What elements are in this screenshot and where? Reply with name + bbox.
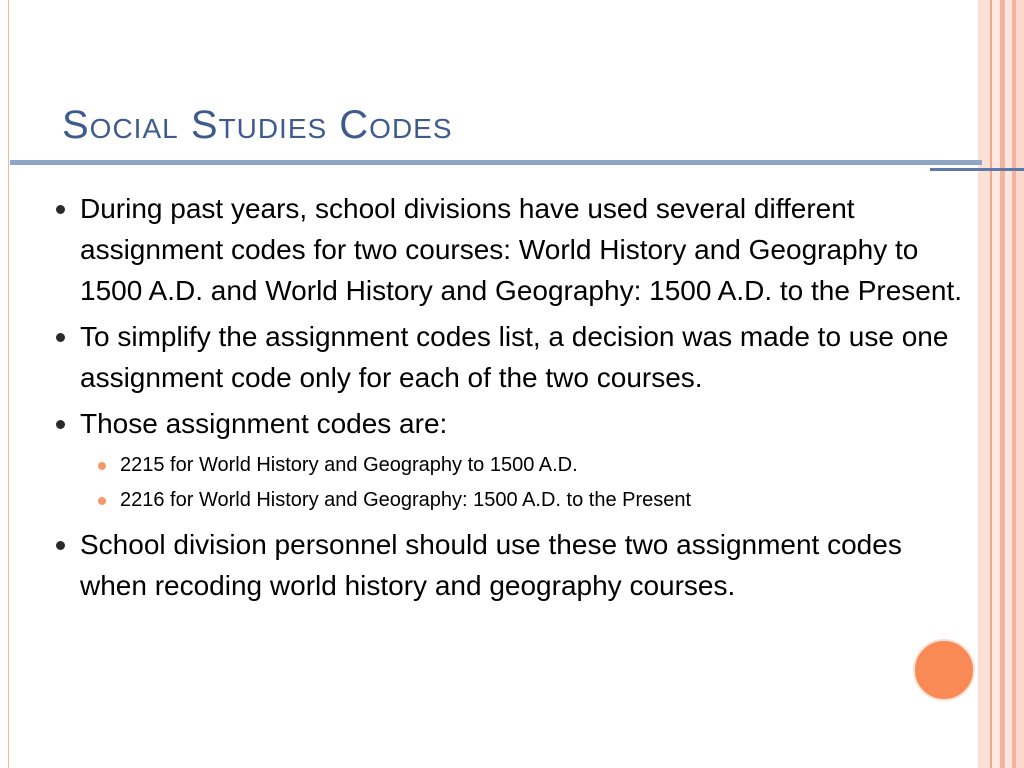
title-underline-accent [930,168,1024,171]
bullet-dot-icon [56,333,65,342]
sub-bullet-item [80,448,966,483]
decorative-circle [913,639,975,701]
bullet-item [56,403,966,518]
sub-bullet-item [80,483,966,518]
sub-bullet-text: 2215 for World History and Geography to 1500 A.D. [120,454,578,476]
sub-bullet-text: 2216 for World History and Geography: 1500 A.D. to the Present [120,489,692,511]
slide-title: Social Studies Codes [62,103,453,147]
bullet-item [56,316,966,398]
bullet-dot-icon [56,205,65,214]
bullet-item [56,188,966,311]
bullet-text: To simplify the assignment codes list, a decision was made to use one assignment code only for each of the two courses. [80,321,949,393]
bullet-dot-icon [56,541,65,550]
bullet-item [56,524,966,606]
right-stripe [1016,0,1024,768]
bullet-text: During past years, school divisions have used several different assignment codes for two courses: World History and Geography to 1500 A.D. and World History and Geography: 1500 A.D. to the Present. [80,193,962,306]
sub-bullet-list [80,448,966,518]
bullet-list [56,188,966,606]
left-border-line [8,0,9,768]
sub-bullet-dot-icon [98,497,106,505]
right-stripe [992,0,1000,768]
title-underline [10,160,982,165]
bullet-text: Those assignment codes are: [80,408,448,439]
right-stripe [978,0,990,768]
sub-bullet-dot-icon [98,462,106,470]
slide-body [56,188,966,611]
bullet-dot-icon [56,420,65,429]
right-stripe [1005,0,1012,768]
bullet-text: School division personnel should use these two assignment codes when recoding world history and geography courses. [80,529,902,601]
